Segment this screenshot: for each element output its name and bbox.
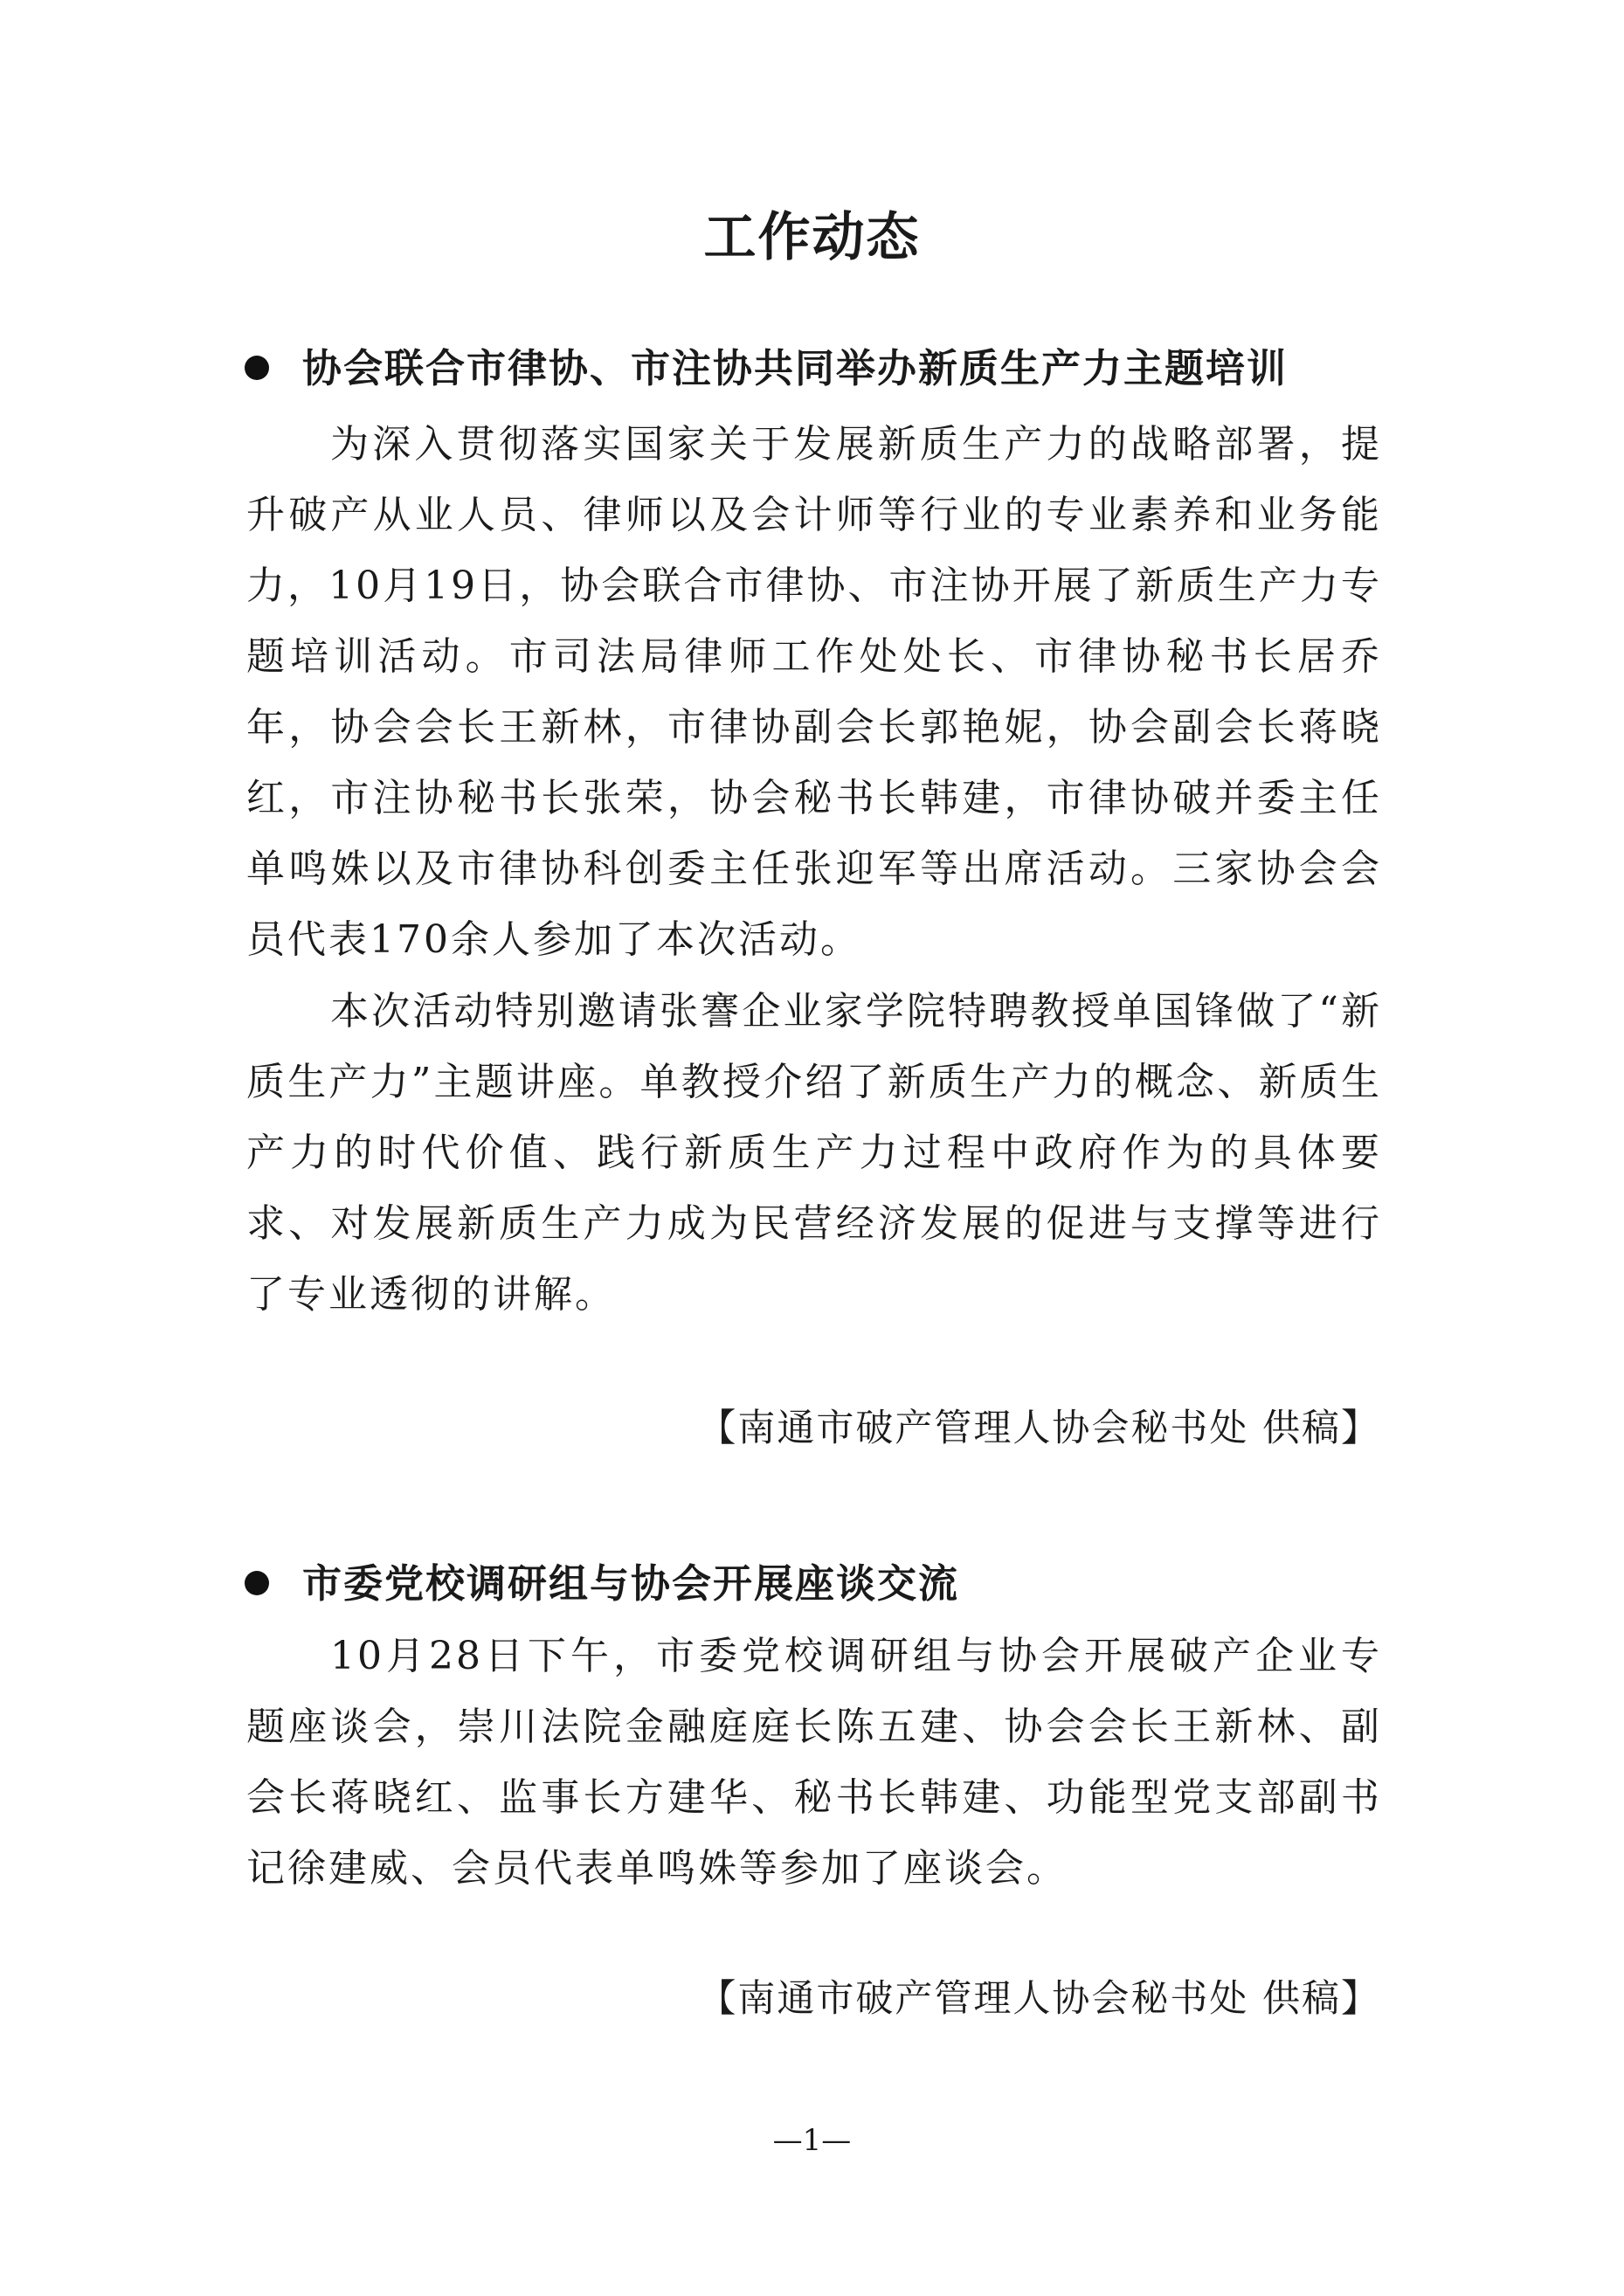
section-heading <box>245 334 1398 404</box>
bullet-icon <box>245 356 269 380</box>
section-heading-text: 协会联合市律协、市注协共同举办新质生产力主题培训 <box>302 345 1289 391</box>
section-heading-text: 市委党校调研组与协会开展座谈交流 <box>302 1560 960 1607</box>
page-number: —1— <box>772 2123 852 2158</box>
bullet-icon <box>245 1571 269 1595</box>
body-paragraph: 为深入贯彻落实国家关于发展新质生产力的战略部署，提升破产从业人员、律师以及会计师等行业的专业素养和业务能力，10月19日，协会联合市律协、市注协开展了新质生产力专题培训活动。市司法局律师工作处处长、市律协秘书长居乔年，协会会长王新林，市律协副会长郭艳妮，协会副会长蒋晓红，市注协秘书长张荣，协会秘书长韩建，市律协破并委主任单鸣姝以及市律协科创委主任张迎军等出席活动。三家协会会员代表170余人参加了本次活动。 <box>246 422 1382 962</box>
body-paragraph: 本次活动特别邀请张謇企业家学院特聘教授单国锋做了“新质生产力”主题讲座。单教授介绍了新质生产力的概念、新质生产力的时代价值、践行新质生产力过程中政府作为的具体要求、对发展新质生产力成为民营经济发展的促进与支撑等进行了专业透彻的讲解。 <box>246 989 1382 1317</box>
section-heading <box>245 1549 1398 1619</box>
page-title: 工作动态 <box>703 207 921 268</box>
source-credit: 【南通市破产管理人协会秘书处 供稿】 <box>698 1977 1380 2021</box>
source-credit: 【南通市破产管理人协会秘书处 供稿】 <box>698 1407 1380 1450</box>
body-paragraph: 10月28日下午，市委党校调研组与协会开展破产企业专题座谈会，崇川法院金融庭庭长陈五建、协会会长王新林、副会长蒋晓红、监事长方建华、秘书长韩建、功能型党支部副书记徐建威、会员代表单鸣姝等参加了座谈会。 <box>246 1634 1382 1891</box>
